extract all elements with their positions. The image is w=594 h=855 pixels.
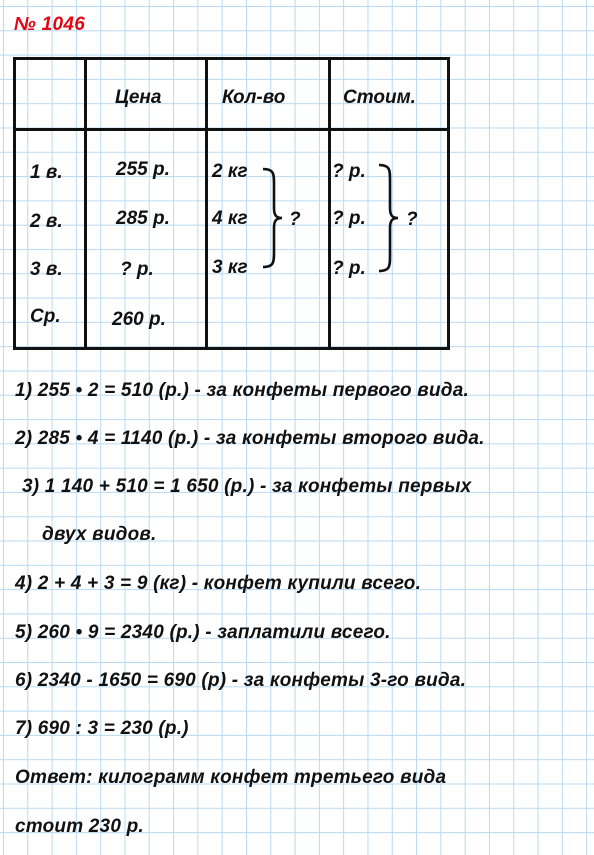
table-col-divider-1 [84, 57, 87, 350]
cost-cell: ? р. [332, 208, 366, 229]
header-quantity: Кол-во [222, 87, 286, 108]
table-right-border [447, 57, 450, 350]
table-col-divider-2 [205, 57, 208, 350]
solution-step: 6) 2340 - 1650 = 690 (р) - за конфеты 3-го вида. [15, 670, 467, 691]
table-col-divider-3 [328, 57, 331, 350]
quantity-cell: 2 кг [212, 161, 248, 182]
answer-line: Ответ: килограмм конфет третьего вида [15, 767, 447, 788]
price-cell: 260 р. [112, 309, 166, 330]
price-cell: ? р. [120, 259, 154, 280]
quantity-brace [260, 166, 286, 270]
cost-brace [376, 162, 402, 274]
cost-cell: ? р. [332, 161, 366, 182]
solution-step: 1) 255 • 2 = 510 (р.) - за конфеты первого вида. [15, 380, 469, 401]
table-header-divider [13, 128, 450, 131]
quantity-cell: 4 кг [212, 208, 248, 229]
solution-step: 2) 285 • 4 = 1140 (р.) - за конфеты второго вида. [15, 428, 485, 449]
table-bottom-border [13, 347, 450, 350]
row-label: 3 в. [30, 259, 63, 280]
solution-step: 3) 1 140 + 510 = 1 650 (р.) - за конфеты первых [22, 476, 472, 497]
table-top-border [13, 57, 450, 60]
header-price: Цена [115, 87, 162, 108]
row-label: 2 в. [30, 211, 63, 232]
price-cell: 285 р. [116, 208, 170, 229]
row-label: Ср. [30, 306, 61, 327]
solution-step-continuation: двух видов. [42, 524, 157, 545]
solution-step: 5) 260 • 9 = 2340 (р.) - заплатили всего. [15, 622, 391, 643]
answer-line-continuation: стоит 230 р. [15, 816, 144, 837]
quantity-cell: 3 кг [212, 257, 248, 278]
quantity-total: ? [289, 209, 301, 230]
solution-step: 7) 690 : 3 = 230 (р.) [15, 718, 189, 739]
cost-total: ? [406, 209, 418, 230]
cost-cell: ? р. [332, 258, 366, 279]
table-left-border [13, 57, 16, 350]
header-cost: Стоим. [343, 87, 416, 108]
price-cell: 255 р. [116, 159, 170, 180]
problem-number: № 1046 [14, 14, 86, 35]
solution-step: 4) 2 + 4 + 3 = 9 (кг) - конфет купили всего. [15, 573, 422, 594]
row-label: 1 в. [30, 162, 63, 183]
